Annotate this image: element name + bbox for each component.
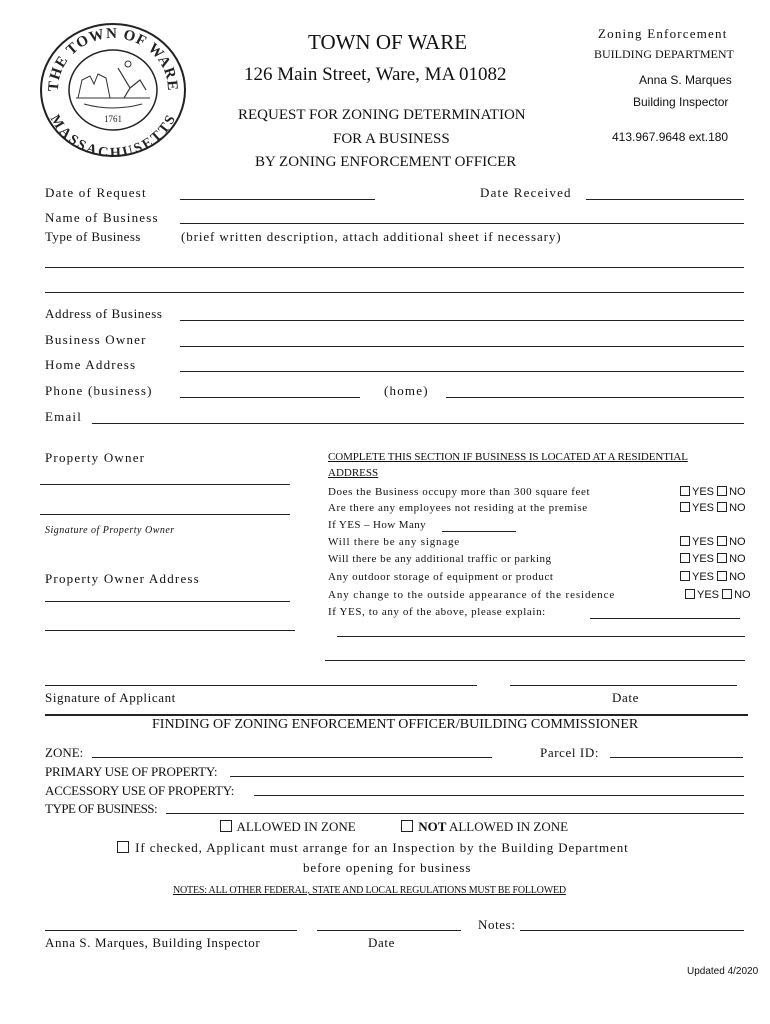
yes-no-appearance[interactable]: YES NO [685,589,751,601]
type-of-business-hint: (brief written description, attach additional sheet if necessary) [181,229,562,244]
label-property-owner-address: Property Owner Address [45,571,200,586]
seal-bottom-text: MASSACHUSETTS [46,112,180,158]
checkbox-icon [680,536,690,546]
residential-heading-line1: COMPLETE THIS SECTION IF BUSINESS IS LOCATED AT A RESIDENTIAL [328,451,688,463]
field-business-description-line2[interactable] [45,292,744,293]
footer-updated: Updated 4/2020 [687,966,759,977]
label-phone-home: (home) [384,383,429,398]
residential-heading-line2: ADDRESS [328,467,379,479]
checkbox-allowed-in-zone[interactable]: ALLOWED IN ZONE [220,819,356,835]
label-applicant-date: Date [612,690,639,705]
label-date-received: Date Received [480,185,572,200]
field-home-address[interactable] [180,371,744,372]
yes-no-square-feet[interactable]: YES NO [680,486,746,498]
field-parcel-id[interactable] [610,757,743,758]
yes-no-employees[interactable]: YES NO [680,502,746,514]
checkbox-icon [680,502,690,512]
label-accessory-use: ACCESSORY USE OF PROPERTY: [45,783,235,798]
field-name-of-business[interactable] [180,223,744,224]
field-finding-type-of-business[interactable] [166,813,744,814]
field-applicant-date[interactable] [510,685,737,686]
field-date-received[interactable] [586,199,744,200]
field-phone-business[interactable] [180,397,360,398]
checkbox-icon [685,589,695,599]
checkbox-icon [722,589,732,599]
seal-year: 1761 [104,114,122,124]
field-primary-use[interactable] [230,776,744,777]
field-business-description-line1[interactable] [45,267,744,268]
yes-no-signage[interactable]: YES NO [680,536,746,548]
label-parcel-id: Parcel ID: [540,745,600,760]
finding-heading: FINDING OF ZONING ENFORCEMENT OFFICER/BUILDING COMMISSIONER [152,717,639,732]
field-email[interactable] [92,423,744,424]
field-property-owner-address-line2[interactable] [45,630,295,631]
field-accessory-use[interactable] [254,795,744,796]
label-finding-type-of-business: TYPE OF BUSINESS: [45,801,158,816]
field-explain-line2[interactable] [337,636,745,637]
checkbox-not-allowed-in-zone[interactable]: NOT ALLOWED IN ZONE [401,819,568,835]
field-how-many[interactable] [442,531,516,532]
label-signature-applicant: Signature of Applicant [45,690,176,705]
question-explain: If YES, to any of the above, please explain: [328,606,546,618]
yes-no-traffic[interactable]: YES NO [680,553,746,565]
field-property-owner-address-line1[interactable] [45,601,290,602]
checkbox-icon [717,536,727,546]
label-phone-business: Phone (business) [45,383,153,398]
label-primary-use: PRIMARY USE OF PROPERTY: [45,764,218,779]
town-address: 126 Main Street, Ware, MA 01082 [244,64,507,85]
form-title-line1: REQUEST FOR ZONING DETERMINATION [238,107,526,123]
label-property-owner: Property Owner [45,450,146,465]
inspector-phone: 413.967.9648 ext.180 [612,130,729,144]
field-explain-line3[interactable] [325,660,745,661]
inspection-line2: before opening for business [303,860,472,875]
question-employees: Are there any employees not residing at the premise [328,502,588,514]
checkbox-icon [717,502,727,512]
label-signature-property-owner: Signature of Property Owner [45,525,175,536]
checkbox-icon [717,571,727,581]
inspector-name: Anna S. Marques [639,73,732,87]
notes-banner: NOTES: ALL OTHER FEDERAL, STATE AND LOCAL REGULATIONS MUST BE FOLLOWED [173,885,566,896]
seal-top-text: THE TOWN OF WARE [45,25,181,92]
question-square-feet: Does the Business occupy more than 300 square feet [328,486,591,498]
label-email: Email [45,409,83,424]
field-signature-applicant[interactable] [45,685,477,686]
label-inspector-date: Date [368,935,395,950]
svg-text:THE TOWN OF WARE [46,26,180,92]
form-title-line2: FOR A BUSINESS [333,131,450,147]
checkbox-icon [680,486,690,496]
label-name-of-business: Name of Business [45,210,159,225]
question-outdoor-storage: Any outdoor storage of equipment or product [328,571,554,583]
checkbox-icon [220,820,232,832]
question-appearance: Any change to the outside appearance of the residence [328,589,616,601]
checkbox-icon [401,820,413,832]
question-how-many: If YES – How Many [328,519,427,531]
checkbox-icon [717,486,727,496]
label-zone: ZONE: [45,745,84,760]
question-traffic: Will there be any additional traffic or parking [328,553,552,565]
label-business-owner: Business Owner [45,332,147,347]
field-phone-home[interactable] [446,397,744,398]
question-signage: Will there be any signage [328,536,460,548]
label-inspector-signer: Anna S. Marques, Building Inspector [45,935,261,950]
label-notes: Notes: [478,917,516,932]
field-zone[interactable] [92,757,492,758]
checkbox-icon [117,841,129,853]
inspector-title: Building Inspector [633,95,729,109]
yes-no-outdoor-storage[interactable]: YES NO [680,571,746,583]
checkbox-icon [717,553,727,563]
field-inspector-signature[interactable] [45,930,297,931]
field-notes[interactable] [520,930,744,931]
dept-zoning: Zoning Enforcement [598,26,728,41]
field-property-owner-line1[interactable] [40,484,290,485]
town-title: TOWN OF WARE [308,30,468,54]
label-address-of-business: Address of Business [45,306,163,321]
checkbox-inspection-required[interactable]: If checked, Applicant must arrange for an Inspection by the Building Department [117,840,629,856]
field-inspector-date[interactable] [317,930,461,931]
label-home-address: Home Address [45,357,137,372]
field-address-of-business[interactable] [180,320,744,321]
checkbox-icon [680,553,690,563]
dept-building: BUILDING DEPARTMENT [594,47,734,61]
section-divider [45,714,748,716]
field-explain-line1[interactable] [590,618,740,619]
town-seal-logo [38,18,188,158]
field-property-owner-line2[interactable] [40,514,290,515]
label-type-of-business: Type of Business [45,229,141,244]
field-date-of-request[interactable] [180,199,375,200]
checkbox-icon [680,571,690,581]
field-business-owner[interactable] [180,346,744,347]
label-date-of-request: Date of Request [45,185,147,200]
form-title-line3: BY ZONING ENFORCEMENT OFFICER [255,154,517,170]
